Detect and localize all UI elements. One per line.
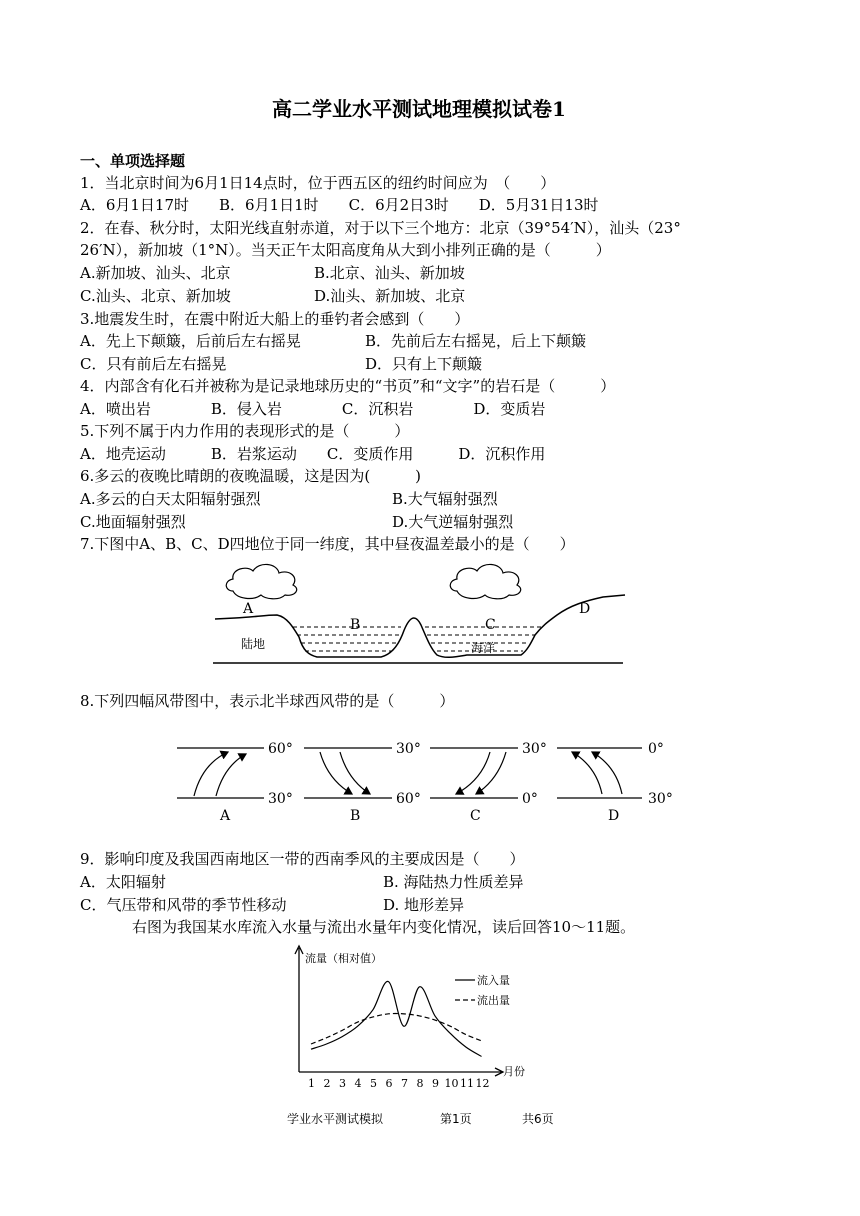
wind-panel-c: [430, 741, 547, 824]
q6-stem: 6.多云的夜晚比晴朗的夜晚温暖，这是因为( ): [80, 467, 422, 485]
q9-option-d: D. 地形差异: [383, 896, 465, 914]
wind-panel-d: [557, 741, 673, 824]
x-tick-label: 4: [354, 1077, 362, 1090]
inflow-line: [311, 981, 482, 1056]
wind-c-bottom: 0°: [522, 791, 538, 807]
y-axis-label: 流量（相对值）: [305, 952, 382, 965]
wind-a-bottom: 30°: [268, 791, 293, 807]
q2-option-d: D.汕头、新加坡、北京: [314, 287, 466, 305]
q2-option-c: C.汕头、北京、新加坡: [80, 287, 231, 305]
x-tick-label: 9: [432, 1077, 439, 1090]
x-tick-label: 12: [475, 1077, 490, 1090]
wind-b-letter: B: [350, 808, 361, 824]
terrain-profile: [215, 595, 625, 657]
figure-8-wind-belts: [172, 732, 692, 832]
wind-c-top: 30°: [522, 741, 547, 757]
footer-total: 共6页: [522, 1112, 554, 1126]
wind-panel-b: [304, 741, 421, 824]
label-d: D: [579, 601, 591, 617]
page-title: 高二学业水平测试地理模拟试卷1: [272, 97, 566, 121]
q2-option-a: A.新加坡、汕头、北京: [80, 264, 231, 282]
q8-stem: 8.下列四幅风带图中，表示北半球西风带的是（ ）: [80, 692, 455, 710]
x-tick-label: 7: [401, 1077, 408, 1090]
x-tick-label: 6: [385, 1077, 393, 1090]
label-ocean: 海洋: [471, 641, 496, 655]
q10-intro: 右图为我国某水库流入水量与流出水量年内变化情况，读后回答10～11题。: [132, 918, 636, 936]
wind-b-bottom: 60°: [396, 791, 421, 807]
q3-option-a: A．先上下颠簸，后前后左右摇晃: [80, 332, 301, 350]
x-tick-label: 3: [339, 1077, 346, 1090]
q3-option-b: B．先前后左右摇晃，后上下颠簸: [365, 332, 587, 350]
q5-stem: 5.下列不属于内力作用的表现形式的是（ ）: [80, 422, 410, 440]
x-tick-label: 11: [460, 1077, 474, 1090]
q4-stem: 4．内部含有化石并被称为是记录地球历史的“书页”和“文字”的岩石是（ ）: [80, 377, 616, 395]
x-tick-label: 2: [323, 1077, 331, 1090]
wind-a-letter: A: [220, 808, 231, 824]
x-tick-label: 5: [370, 1077, 377, 1090]
q6-option-c: C.地面辐射强烈: [80, 513, 186, 531]
q3-stem: 3.地震发生时，在震中附近大船上的垂钓者会感到（ ）: [80, 310, 470, 328]
q9-stem: 9．影响印度及我国西南地区一带的西南季风的主要成因是（ ）: [80, 850, 525, 868]
q5-options: A．地壳运动 B．岩浆运动 C．变质作用 D．沉积作用: [80, 445, 546, 463]
legend-outflow: 流出量: [477, 994, 510, 1007]
q6-option-b: B.大气辐射强烈: [392, 490, 498, 508]
figure-7-cross-section: [205, 555, 635, 670]
wind-d-bottom: 30°: [648, 791, 673, 807]
q3-option-c: C．只有前后左右摇晃: [80, 355, 227, 373]
q1-stem: 1．当北京时间为6月1日14点时，位于西五区的纽约时间应为 （ ）: [80, 174, 556, 192]
wind-c-letter: C: [470, 808, 481, 824]
q4-options: A．喷出岩 B．侵入岩 C．沉积岩 D．变质岩: [80, 400, 546, 418]
x-tick-label: 10: [444, 1077, 459, 1090]
q7-stem: 7.下图中A、B、C、D四地位于同一纬度，其中昼夜温差最小的是（ ）: [80, 535, 575, 553]
q2-option-b: B.北京、汕头、新加坡: [314, 264, 465, 282]
q9-option-c: C．气压带和风带的季节性移动: [80, 896, 287, 914]
footer-name: 学业水平测试模拟: [287, 1112, 384, 1126]
cloud-left-icon: [226, 564, 296, 598]
legend-inflow: 流入量: [477, 974, 510, 987]
label-b: B: [350, 617, 361, 633]
wind-d-letter: D: [608, 808, 620, 824]
x-tick-label: 1: [308, 1077, 315, 1090]
section-heading: 一、单项选择题: [80, 152, 186, 170]
wind-d-top: 0°: [648, 741, 664, 757]
label-a: A: [243, 601, 254, 617]
q9-option-b: B. 海陆热力性质差异: [383, 873, 524, 891]
q1-options: A．6月1日17时 B．6月1日1时 C．6月2日3时 D．5月31日13时: [80, 196, 599, 214]
footer-page: 第1页: [440, 1112, 472, 1126]
q2-stem-1: 2．在春、秋分时，太阳光线直射赤道，对于以下三个地方：北京（39°54′N），汕头（23°: [80, 219, 681, 237]
wind-panel-a: [177, 741, 293, 824]
q3-option-d: D．只有上下颠簸: [365, 355, 483, 373]
label-c: C: [485, 617, 496, 633]
wind-b-top: 30°: [396, 741, 421, 757]
x-tick-label: 8: [416, 1077, 424, 1090]
cloud-right-icon: [450, 564, 520, 598]
label-land: 陆地: [241, 637, 266, 651]
q6-option-d: D.大气逆辐射强烈: [392, 513, 514, 531]
x-axis-label: 月份: [503, 1065, 525, 1078]
q9-option-a: A．太阳辐射: [80, 873, 166, 891]
q6-option-a: A.多云的白天太阳辐射强烈: [80, 490, 261, 508]
reservoir-flow-chart: [285, 942, 545, 1092]
q2-stem-2: 26′N），新加坡（1°N）。当天正午太阳高度角从大到小排列正确的是（ ）: [80, 241, 611, 259]
wind-a-top: 60°: [268, 741, 293, 757]
